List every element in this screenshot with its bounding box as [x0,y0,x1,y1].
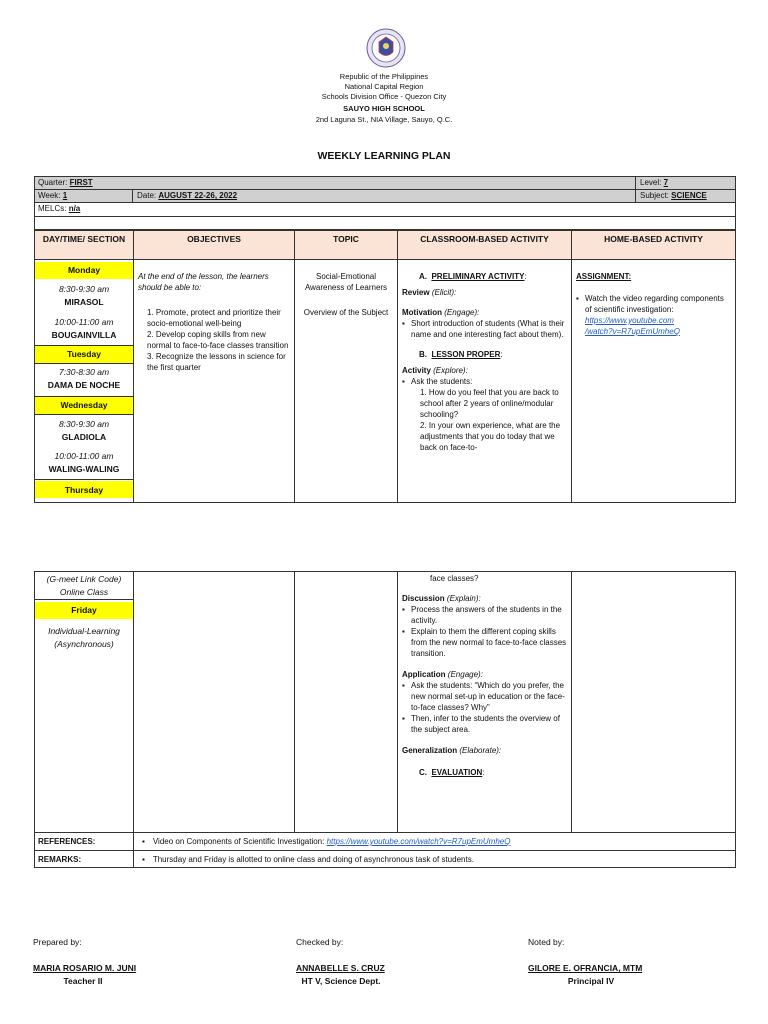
discussion-item: ▪ Explain to them the different coping skills from the new normal to face-to-face classes transition. [402,626,568,659]
gmeet-label: (G-meet Link Code) [46,574,122,584]
references-content: ▪ Video on Components of Scientific Investigation: https://www.youtube.com/watch?v=R7upEmUmheQ [142,837,511,846]
divider [397,571,398,833]
divider [34,216,736,217]
day-tuesday: Tuesday [67,349,101,359]
activity-question: 1. How do you feel that you are back to school after 2 years of online/modular schooling? [420,388,559,419]
divider [133,230,134,503]
school-address: 2nd Laguna St., NIA Village, Sauyo, Q.C. [315,115,453,124]
topic-1: Social-Emotional Awareness of Learners [304,272,388,292]
divider [132,189,133,203]
asynchronous-label: (Asynchronous) [54,639,114,649]
section-name: GLADIOLA [61,432,107,442]
topic-2: Overview of the Subject [303,308,389,317]
prepared-by-label: Prepared by: [33,937,82,947]
page-title: WEEKLY LEARNING PLAN [317,150,451,162]
plan-table-continued [34,571,736,868]
discussion-item: ▪ Process the answers of the students in the activity. [402,604,568,626]
time-slot: 10:00-11:00 am [54,317,114,327]
divider [294,571,295,833]
checked-by-role: HT V, Science Dept. [301,976,381,986]
divider [635,176,636,203]
divider [34,850,736,851]
section-name: WALING-WALING [48,464,120,474]
divider [34,479,134,480]
week-field: Week: 1 [38,191,68,200]
classroom-activity-part1 [402,271,568,453]
col-objectives: OBJECTIVES [187,234,241,244]
section-name: DAMA DE NOCHE [47,380,121,390]
level-field: Level: 7 [640,178,669,187]
divider [34,189,736,190]
day-monday: Monday [67,265,101,275]
prepared-by-role: Teacher II [63,976,103,986]
section-c-heading: C. EVALUATION: [419,768,485,777]
home-activity [576,271,732,337]
classroom-activity-part2 [402,573,568,778]
generalization-line: Generalization (Elaborate): [402,746,502,755]
objective-item: 3. Recognize the lessons in science for the first quarter [147,352,286,372]
checked-by-label: Checked by: [296,937,344,947]
references-label: REFERENCES: [38,837,96,846]
day-thursday: Thursday [64,485,104,495]
remarks-label: REMARKS: [38,855,82,864]
divider [34,832,736,833]
noted-by-label: Noted by: [528,937,565,947]
time-slot: 8:30-9:30 am [58,419,110,429]
objectives-list [138,307,292,373]
section-name: BOUGAINVILLA [51,330,117,340]
divider [571,230,572,503]
activity-item: ▪ Ask the students: [402,376,568,387]
header-line-2: National Capital Region [344,82,424,91]
day-friday: Friday [71,605,97,615]
assignment-link[interactable]: https://www.youtube.com /watch?v=R7upEmUmheQ [585,316,680,336]
checked-by-name: ANNABELLE S. CRUZ [296,963,385,973]
time-slot: 8:30-9:30 am [58,284,110,294]
review-line: Review (Elicit): [402,288,457,297]
activity-line: Activity (Explore): [402,366,468,375]
section-name: MIRASOL [64,297,104,307]
divider [34,414,134,415]
divider [571,571,572,833]
application-item: ▪ Then, infer to the students the overview of the subject area. [402,713,568,735]
time-slot: 7:30-8:30 am [58,367,110,377]
header-line-3: Schools Division Office - Quezon City [321,92,447,101]
section-a-heading: A. PRELIMINARY ACTIVITY: [419,272,527,281]
noted-by-name: GILORE E. OFRANCIA, MTM [528,963,643,973]
application-item: ▪ Ask the students: “Which do you prefer, the new normal set-up in education or the face-to-face classes? Why” [402,680,568,713]
assignment-heading: ASSIGNMENT: [576,272,632,281]
activity-question-cont: face classes? [430,574,479,583]
quarter-row-bg [35,177,635,189]
online-class-label: Online Class [59,587,109,597]
divider [397,230,398,503]
motivation-line: Motivation (Engage): [402,308,480,317]
melcs-field: MELCs: n/a [38,204,81,213]
day-wednesday: Wednesday [60,400,108,410]
col-home-activity: HOME-BASED ACTIVITY [604,234,703,244]
divider [294,230,295,503]
noted-by-role: Principal IV [567,976,615,986]
prepared-by-name: MARIA ROSARIO M. JUNI [33,963,137,973]
divider [34,259,736,260]
discussion-line: Discussion (Explain): [402,594,481,603]
time-slot: 10:00-11:00 am [54,451,114,461]
divider [34,599,134,600]
motivation-item: ▪ Short introduction of students (What is their name and one interesting fact about them). [402,318,568,340]
individual-learning-label: Individual-Learning [48,626,120,636]
header-line-1: Republic of the Philippines [339,72,429,81]
activity-question: 2. In your own experience, what are the adjustments that you do today that we back on face-to- [420,421,561,452]
objective-item: 2. Develop coping skills from new normal to face-to-face classes transition [147,330,289,350]
date-field: Date: AUGUST 22-26, 2022 [137,191,238,200]
divider [133,571,134,868]
deped-seal-logo [366,28,406,68]
divider [34,202,736,203]
objectives-intro: At the end of the lesson, the learners should be able to: [138,272,269,292]
school-name: SAUYO HIGH SCHOOL [343,104,425,113]
application-line: Application (Engage): [402,670,483,679]
objective-item: 1. Promote, protect and prioritize their socio-emotional well-being [147,308,281,328]
references-link[interactable]: https://www.youtube.com/watch?v=R7upEmUmheQ [326,837,511,846]
remarks-content: ▪ Thursday and Friday is allotted to online class and doing of asynchronous task of students. [142,855,474,864]
assignment-item: ▪ Watch the video regarding components of scientific investigation: [576,293,732,315]
col-classroom-activity: CLASSROOM-BASED ACTIVITY [420,234,549,244]
section-b-heading: B. LESSON PROPER: [419,350,503,359]
quarter-field: Quarter: FIRST [38,178,93,187]
divider [34,363,134,364]
subject-field: Subject: SCIENCE [640,191,707,200]
col-topic: TOPIC [333,234,359,244]
col-day-time-section: DAY/TIME/ SECTION [42,234,126,244]
